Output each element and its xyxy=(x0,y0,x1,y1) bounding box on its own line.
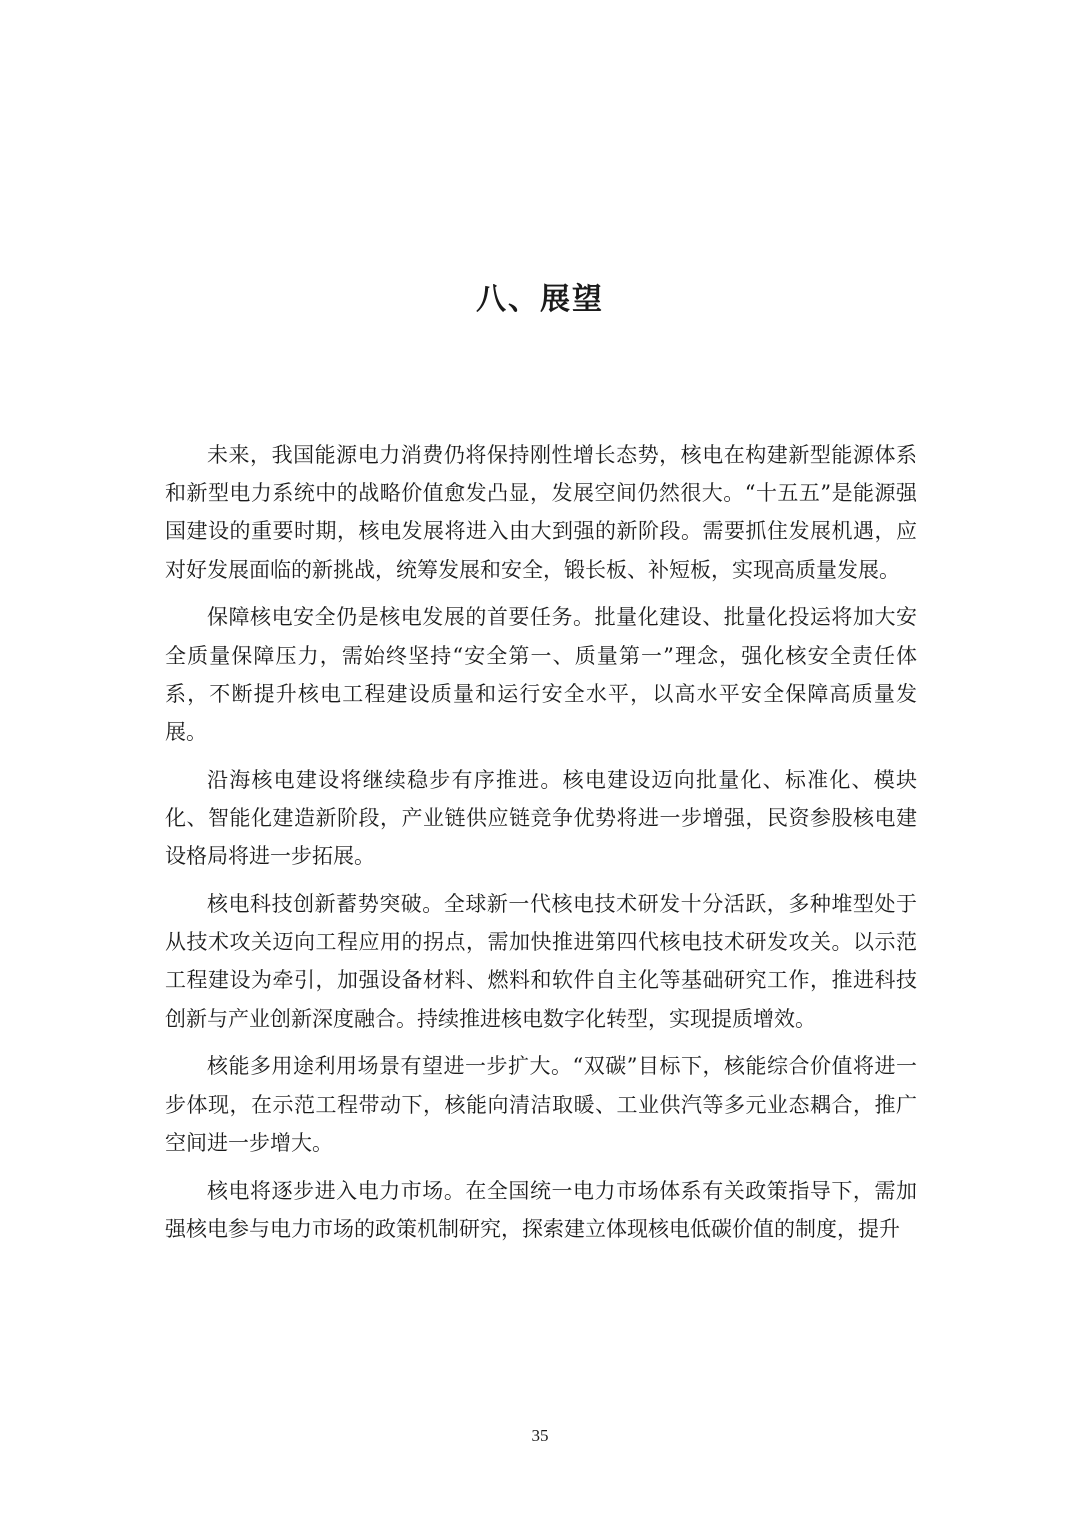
paragraph-4 xyxy=(165,885,917,1038)
paragraph-text: 批量化建设、批量化投运将加大安全质量保障压力，需始终坚持“安全第一、质量第一”理念，强化核安全责任体系，不断提升核电工程建设质量和运行安全水平，以高水平安全保障高质量发展。 xyxy=(165,605,917,745)
paragraph-lead: 沿海核电建设将继续稳步有序推进。 xyxy=(207,767,563,792)
paragraph-lead: 核电将逐步进入电力市场。 xyxy=(207,1178,466,1203)
paragraph-lead: 核电科技创新蓄势突破。 xyxy=(207,892,444,917)
paragraph-text: “双碳”目标下，核能综合价值将进一步体现，在示范工程带动下，核能向清洁取暖、工业供汽等多元业态耦合，推广空间进一步增大。 xyxy=(165,1054,917,1155)
paragraph-text: 核电建设迈向批量化、标准化、模块化、智能化建造新阶段，产业链供应链竞争优势将进一步增强，民资参股核电建设格局将进一步拓展。 xyxy=(165,767,918,869)
paragraph-3 xyxy=(165,761,917,876)
paragraph-6 xyxy=(165,1172,917,1248)
section-heading: 八、展望 xyxy=(476,282,604,317)
paragraph-5 xyxy=(165,1047,917,1162)
paragraph-1 xyxy=(165,436,917,589)
page-number: 35 xyxy=(531,1426,549,1445)
paragraph-text: 全球新一代核电技术研发十分活跃，多种堆型处于从技术攻关迈向工程应用的拐点，需加快推进第四代核电技术研发攻关。以示范工程建设为牵引，加强设备材料、燃料和软件自主化等基础研究工作，推进科技创新与产业创新深度融合。持续推进核电数字化转型，实现提质增效。 xyxy=(165,892,917,1031)
paragraph-lead: 保障核电安全仍是核电发展的首要任务。 xyxy=(207,605,595,630)
paragraph-2 xyxy=(165,598,917,751)
paragraph-lead: 核能多用途利用场景有望进一步扩大。 xyxy=(207,1054,573,1079)
paragraph-text: 未来，我国能源电力消费仍将保持刚性增长态势，核电在构建新型能源体系和新型电力系统中的战略价值愈发凸显，发展空间仍然很大。“十五五”是能源强国建设的重要时期，核电发展将进入由大到强的新阶段。需要抓住发展机遇，应对好发展面临的新挑战，统筹发展和安全，锻长板、补短板，实现高质量发展。 xyxy=(165,443,917,582)
paragraph-text: 在全国统一电力市场体系有关政策指导下，需加强核电参与电力市场的政策机制研究，探索建立体现核电低碳价值的制度，提升 xyxy=(165,1178,917,1241)
body-text xyxy=(165,436,917,1258)
